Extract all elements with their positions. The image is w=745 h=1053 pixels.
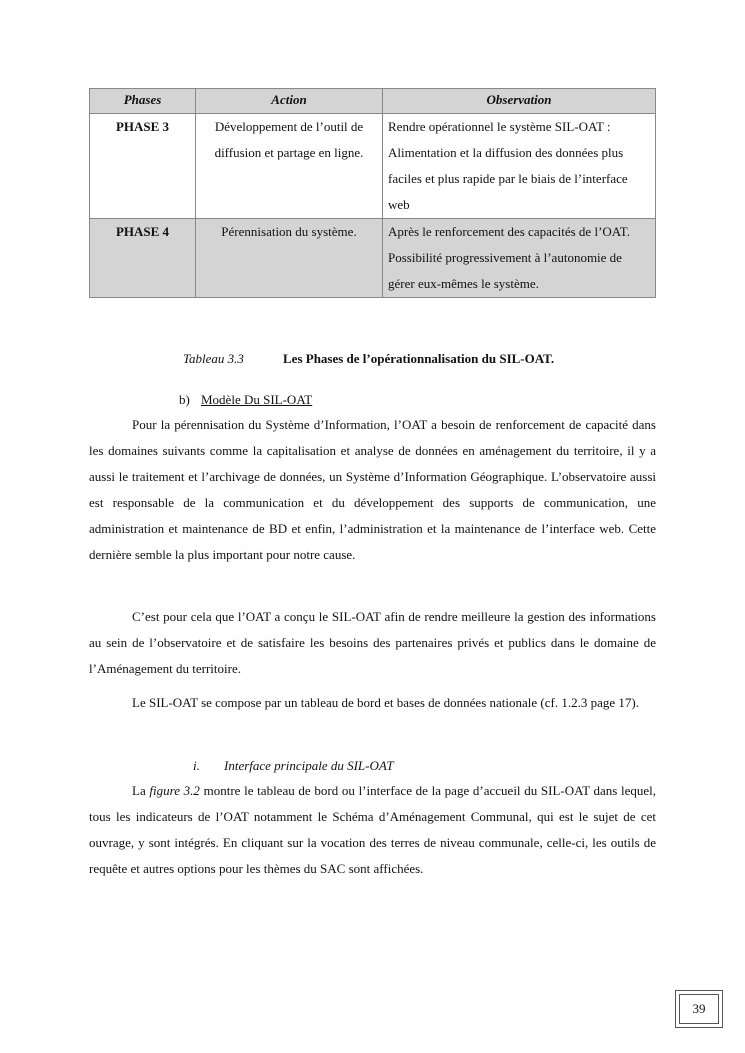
header-phases: Phases [90,89,196,114]
observation-cell: Après le renforcement des capacités de l’OAT. Possibilité progressivement à l’autonomie de gérer eux-mêmes le système. [383,219,656,298]
table-caption [183,351,554,367]
phase-cell: PHASE 3 [90,114,196,219]
paragraph-prefix: La [132,783,150,798]
paragraph [89,778,656,882]
action-cell: Développement de l’outil de diffusion et partage en ligne. [196,114,383,219]
caption-title: Les Phases de l’opérationnalisation du SIL-OAT. [283,351,555,366]
paragraph: Le SIL-OAT se compose par un tableau de bord et bases de données nationale (cf. 1.2.3 page 17). [132,695,639,710]
header-observation: Observation [383,89,656,114]
section-marker: i. [193,758,200,773]
table-row [90,114,656,219]
phase-cell: PHASE 4 [90,219,196,298]
section-marker: b) [179,392,190,407]
section-heading-i [193,758,394,774]
section-title: Interface principale du SIL-OAT [224,758,394,773]
section-heading-b [179,392,312,408]
action-cell: Pérennisation du système. [196,219,383,298]
caption-number: Tableau 3.3 [183,351,244,366]
paragraph: Pour la pérennisation du Système d’Information, l’OAT a besoin de renforcement de capacité dans les domaines suivants comme la capitalisation et analyse de données en aménagement du territoire, il y a aussi le traitement et l’archivage de données, un Système d’Information Géographique. L’observatoire aussi est responsable de la communication et du développement des supports de communication, une administration et maintenance de BD et enfin, l’administration et la maintenance de l’interface web. Cette dernière semble la plus important pour notre cause. [89,417,656,562]
observation-cell: Rendre opérationnel le système SIL-OAT : Alimentation et la diffusion des données plus faciles et plus rapide par le biais de l’interface web [383,114,656,219]
table-row [90,219,656,298]
header-action: Action [196,89,383,114]
page-number-box [675,990,723,1028]
section-title: Modèle Du SIL-OAT [201,392,313,407]
figure-reference: figure 3.2 [149,783,200,798]
paragraph-rest: montre le tableau de bord ou l’interface de la page d’accueil du SIL-OAT dans lequel, tous les indicateurs de l’OAT notamment le Schéma d’Aménagement Communal, qui est le sujet de cet ouvrage, y sont intégrés. En cliquant sur la vocation des terres de niveau communale, celle-ci, les outils de requête et autres options pour les thèmes du SAC sont affichées. [89,783,656,876]
table-header-row [90,89,656,114]
phases-table [89,88,656,298]
page-number: 39 [679,994,719,1024]
paragraph: C’est pour cela que l’OAT a conçu le SIL-OAT afin de rendre meilleure la gestion des informations au sein de l’observatoire et de satisfaire les besoins des partenaires privés et publics dans le domaine de l’Aménagement du territoire. [89,609,656,676]
